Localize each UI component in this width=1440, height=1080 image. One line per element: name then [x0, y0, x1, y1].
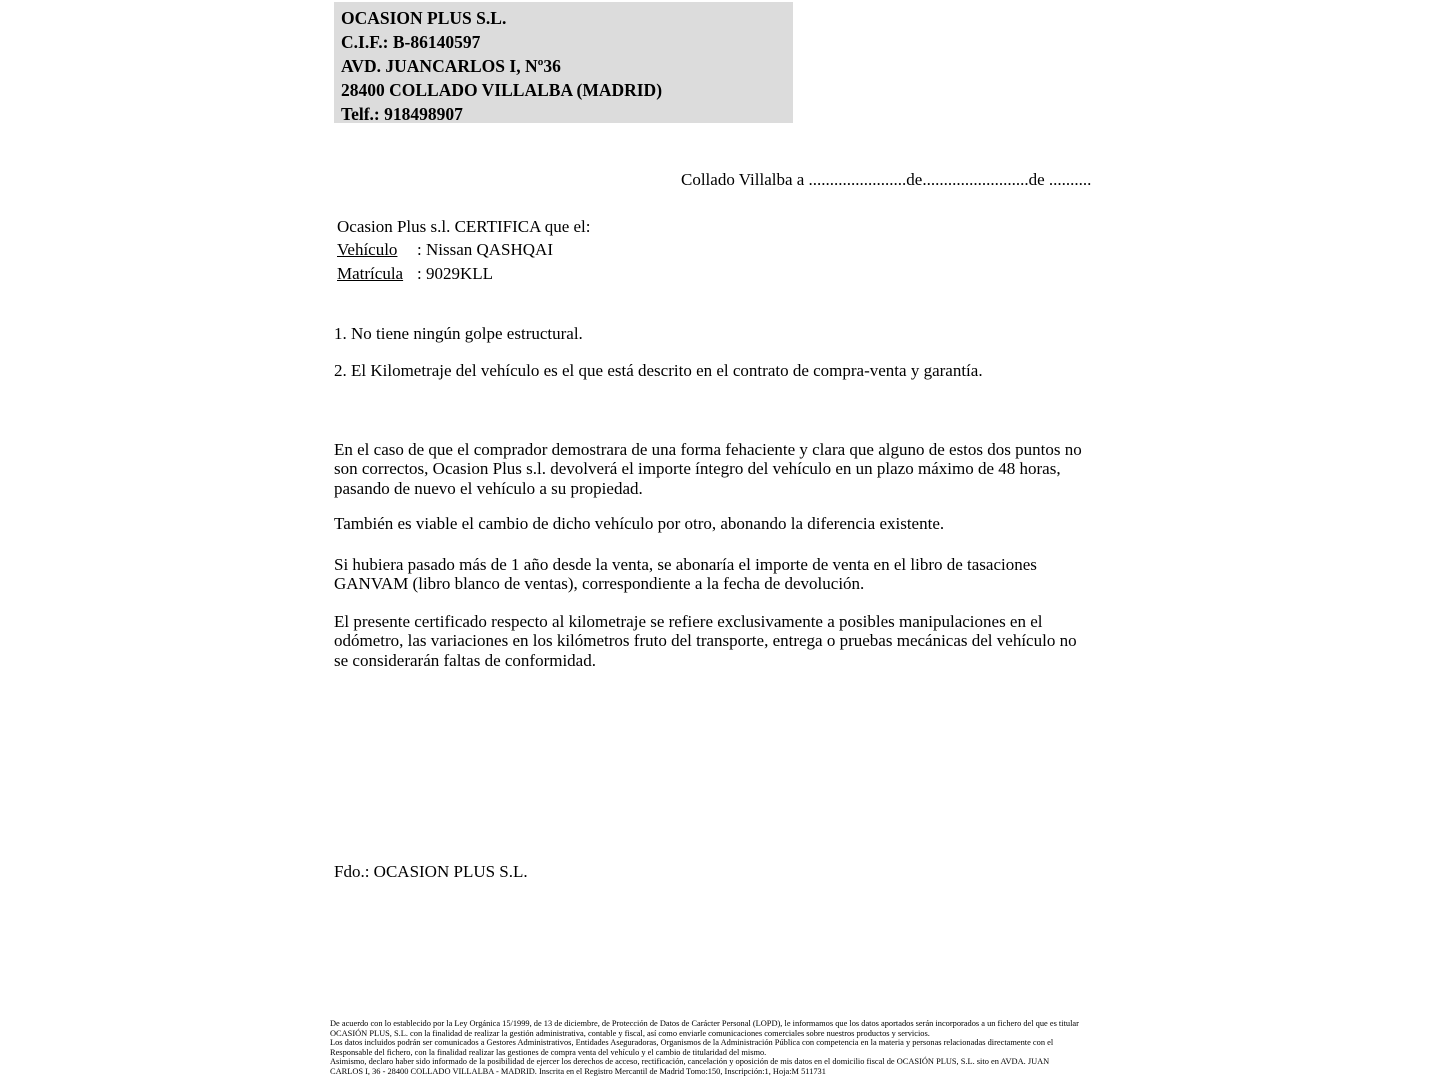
date-fill-in-line: Collado Villalba a .......................de.........................de .......... [681, 170, 1092, 189]
company-header-box [334, 2, 793, 123]
legal-line: De acuerdo con lo establecido por la Ley Orgánica 15/1999, de 13 de diciembre, de Protección de Datos de Carácter Personal (LOPD), le informamos que los datos aportados serán incorporados a un fichero del que es titular [330, 1019, 1079, 1028]
paragraph-line: Si hubiera pasado más de 1 año desde la venta, se abonaría el importe de venta en el libro de tasaciones [334, 555, 1037, 574]
paragraph-line: son correctos, Ocasion Plus s.l. devolverá el importe íntegro del vehículo en un plazo máximo de 48 horas, [334, 459, 1061, 479]
vehicle-value: : Nissan QASHQAI [417, 240, 553, 260]
certification-block [337, 215, 591, 285]
certification-heading: Ocasion Plus s.l. CERTIFICA que el: [337, 217, 591, 236]
vehicle-label: Vehículo [337, 240, 398, 260]
paragraph-exchange [334, 514, 944, 533]
paragraph-line: En el caso de que el comprador demostrara de una forma fehaciente y clara que alguno de estos dos puntos no [334, 440, 1082, 459]
legal-line: Responsable del fichero, con la finalidad realizar las gestiones de compra venta del vehículo y el cambio de titularidad del mismo. [330, 1047, 767, 1057]
company-cif: C.I.F.: B-86140597 [341, 32, 481, 52]
paragraph-line: pasando de nuevo el vehículo a su propiedad. [334, 478, 643, 498]
vehicle-field [337, 238, 591, 261]
signature-line: Fdo.: OCASION PLUS S.L. [334, 862, 528, 881]
paragraph-line: También es viable el cambio de dicho vehículo por otro, abonando la diferencia existente. [334, 514, 945, 533]
company-phone: Telf.: 918498907 [341, 104, 463, 124]
legal-line: CARLOS I, 36 - 28400 COLLADO VILLALBA - MADRID. Inscrita en el Registro Mercantil de Madrid Tomo:150, Inscripción:1, Hoja:M 511731 [330, 1066, 826, 1076]
paragraph-line: El presente certificado respecto al kilometraje se refiere exclusivamente a posibles manipulaciones en el [334, 612, 1043, 631]
legal-line: Los datos incluidos podrán ser comunicados a Gestores Administrativos, Entidades Aseguradoras, Organismos de la Administración Pública con competencia en la materia y personas relacionadas directamente con el [330, 1038, 1054, 1048]
condition-item-2: 2. El Kilometraje del vehículo es el que está descrito en el contrato de compra-venta y garantía. [334, 361, 983, 380]
legal-fine-print [330, 1019, 1115, 1077]
paragraph-line: GANVAM (libro blanco de ventas), correspondiente a la fecha de devolución. [334, 574, 865, 594]
plate-label: Matrícula [337, 263, 404, 283]
condition-item-1: 1. No tiene ningún golpe estructural. [334, 324, 583, 343]
legal-line: OCASIÓN PLUS, S.L. con la finalidad de realizar la gestión administrativa, contable y fiscal, así como enviarle comunicaciones comerciales sobre nuestros productos y servicios. [330, 1028, 930, 1038]
company-city: 28400 COLLADO VILLALBA (MADRID) [341, 80, 663, 100]
company-address: AVD. JUANCARLOS I, Nº36 [341, 56, 561, 76]
paragraph-ganvam [334, 555, 1037, 594]
paragraph-refund [334, 440, 1082, 498]
paragraph-line: odómetro, las variaciones en los kilómetros fruto del transporte, entrega o pruebas mecánicas del vehículo no [334, 631, 1077, 651]
plate-field [337, 262, 591, 285]
paragraph-line: se considerarán faltas de conformidad. [334, 650, 596, 670]
company-name: OCASION PLUS S.L. [341, 8, 507, 28]
legal-line: Asimismo, declaro haber sido informado de la posibilidad de ejercer los derechos de acceso, rectificación, cancelación y oposición de mis datos en el domicilio fiscal de OCASIÓN PLUS, S.L. sito en AVDA. JUAN [330, 1057, 1050, 1067]
plate-value: : 9029KLL [417, 263, 494, 283]
paragraph-odometer [334, 612, 1077, 670]
